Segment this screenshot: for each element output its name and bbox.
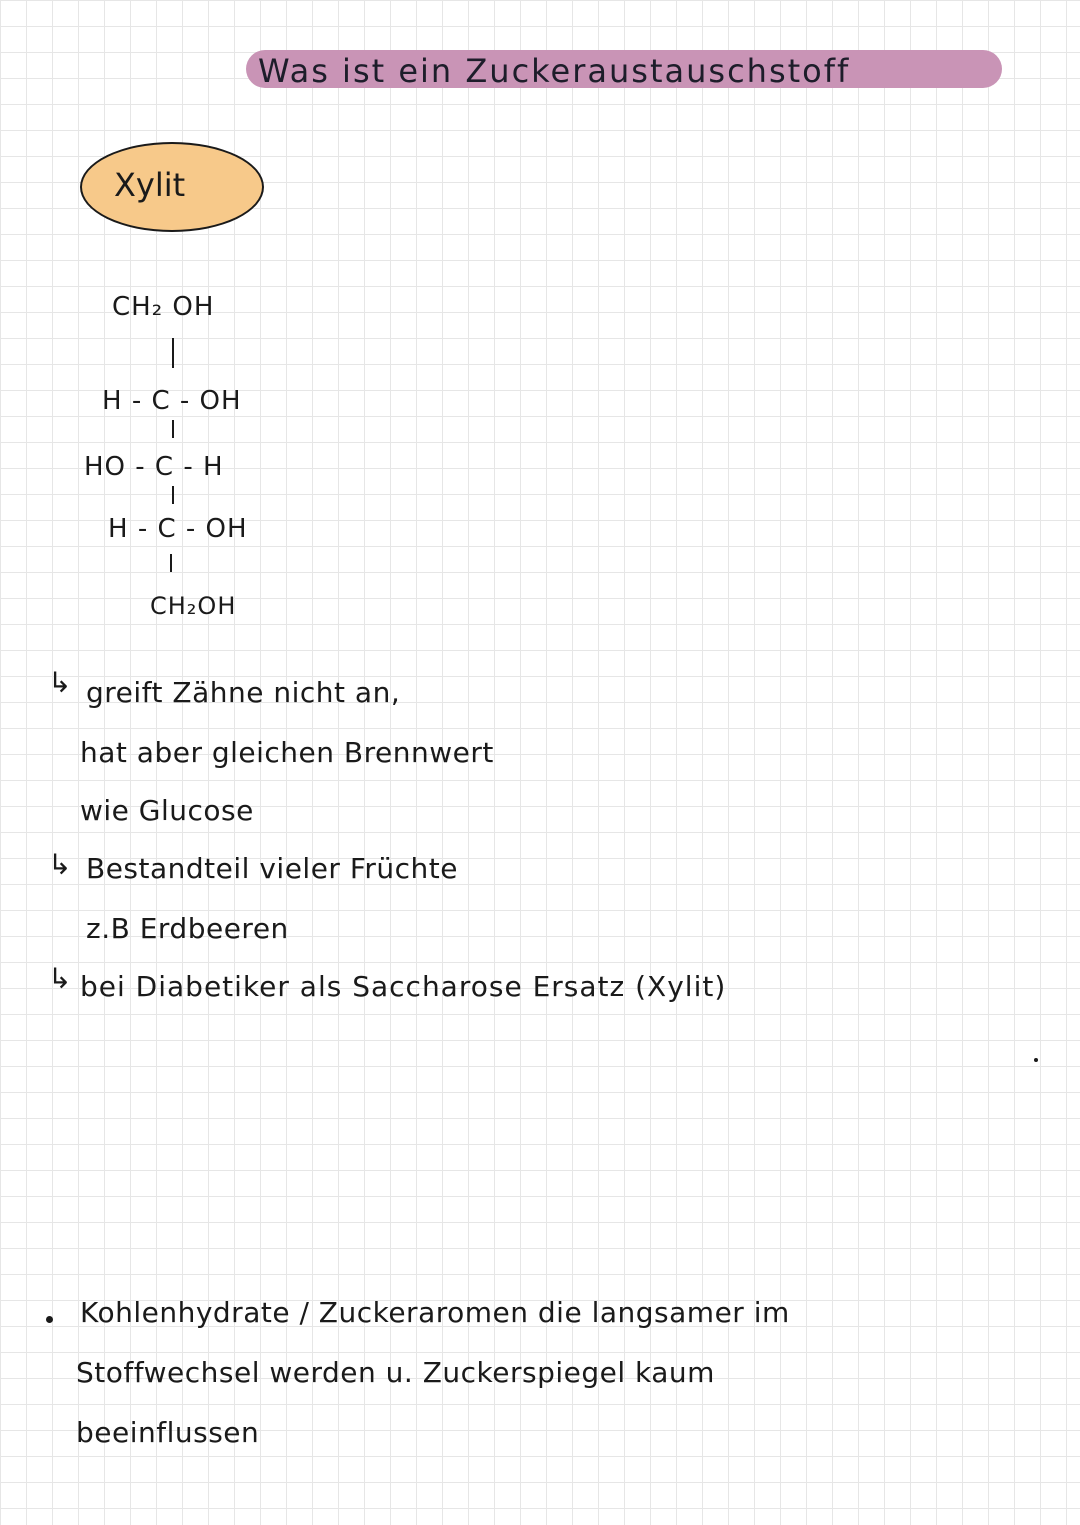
bond-line-1: [172, 338, 174, 368]
bond-line-2: [172, 420, 174, 438]
note-line-3: wie Glucose: [80, 794, 254, 827]
bullet-line-1: Kohlenhydrate / Zuckeraromen die langsamer im: [80, 1296, 790, 1329]
structure-row-4: H - C - OH: [108, 514, 248, 544]
structure-row-2: H - C - OH: [102, 386, 242, 416]
note-line-1: greift Zähne nicht an,: [86, 676, 401, 709]
note-line-4: Bestandteil vieler Früchte: [86, 852, 459, 885]
structure-row-1: CH₂ OH: [112, 292, 215, 322]
note-line-5: z.B Erdbeeren: [86, 912, 289, 945]
bond-line-3: [172, 486, 174, 504]
bullet-bottom-dot-icon: [46, 1316, 53, 1323]
label-text: Xylit: [114, 166, 186, 204]
arrow-icon: ↳: [48, 962, 72, 995]
note-line-6: bei Diabetiker als Saccharose Ersatz (Xylit): [80, 970, 727, 1003]
arrow-icon: ↳: [48, 666, 72, 699]
bond-line-4: [170, 554, 172, 572]
structure-row-5: CH₂OH: [150, 592, 237, 620]
bullet-line-3: beeinflussen: [76, 1416, 260, 1449]
note-line-2: hat aber gleichen Brennwert: [80, 736, 494, 769]
bullet-line-2: Stoffwechsel werden u. Zuckerspiegel kaum: [76, 1356, 715, 1389]
structure-row-3: HO - C - H: [84, 452, 224, 482]
arrow-icon: ↳: [48, 848, 72, 881]
stray-dot: [1034, 1058, 1038, 1062]
page-title: Was ist ein Zuckeraustauschstoff: [258, 52, 851, 90]
